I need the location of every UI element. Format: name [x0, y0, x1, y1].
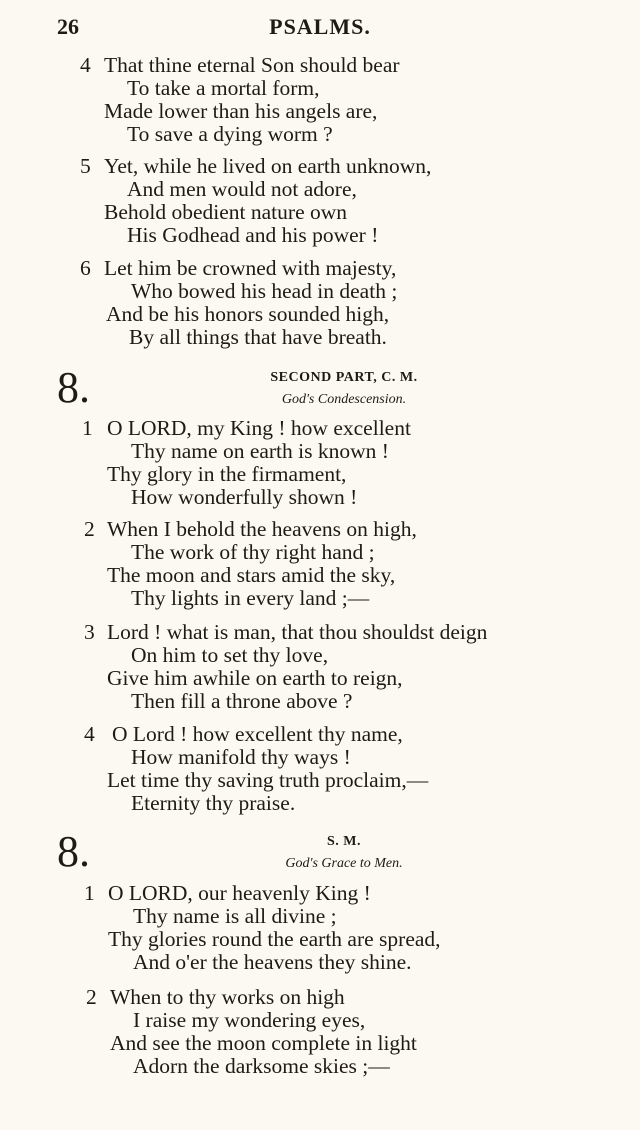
stanza-line: The moon and stars amid the sky, [107, 563, 396, 587]
stanza-line: Thy glories round the earth are spread, [108, 927, 441, 951]
stanza-line: His Godhead and his power ! [127, 223, 379, 247]
stanza-line: How manifold thy ways ! [131, 745, 351, 769]
stanza-line: Thy name is all divine ; [133, 904, 337, 928]
stanza-line: Let time thy saving truth proclaim,— [107, 768, 429, 792]
stanza-line: O LORD, my King ! how excellent [107, 416, 411, 440]
stanza-line: I raise my wondering eyes, [133, 1008, 366, 1032]
stanza-number: 1 [84, 881, 95, 905]
running-title: PSALMS. [269, 14, 371, 39]
stanza-line: And o'er the heavens they shine. [133, 950, 412, 974]
page-header [0, 14, 640, 42]
stanza-line: By all things that have breath. [129, 325, 387, 349]
stanza-line: And see the moon complete in light [110, 1031, 417, 1055]
stanza-line: To save a dying worm ? [127, 122, 333, 146]
stanza-line: On him to set thy love, [131, 643, 329, 667]
stanza-number: 4 [80, 53, 91, 77]
stanza-line: When I behold the heavens on high, [107, 517, 417, 541]
stanza-line: The work of thy right hand ; [131, 540, 375, 564]
stanza-number: 6 [80, 256, 91, 280]
stanza-number: 5 [80, 154, 91, 178]
stanza-line: Thy glory in the firmament, [107, 462, 347, 486]
page-number: 26 [57, 14, 79, 39]
hymn-meter: SECOND PART, C. M. [270, 370, 418, 385]
hymn-meter: S. M. [327, 834, 361, 849]
stanza-line: O Lord ! how excellent thy name, [112, 722, 403, 746]
stanza-line: Thy lights in every land ;— [131, 586, 370, 610]
stanza-line: O LORD, our heavenly King ! [108, 881, 371, 905]
stanza-line: How wonderfully shown ! [131, 485, 358, 509]
stanza-line: That thine eternal Son should bear [104, 53, 400, 77]
stanza-line: Lord ! what is man, that thou shouldst deign [107, 620, 488, 644]
stanza-line: And men would not adore, [127, 177, 357, 201]
hymn-subtitle: God's Condescension. [281, 392, 407, 407]
stanza-line: And be his honors sounded high, [106, 302, 390, 326]
stanza-line: Let him be crowned with majesty, [104, 256, 397, 280]
stanza-line: To take a mortal form, [127, 76, 320, 100]
stanza-line: Eternity thy praise. [131, 791, 296, 815]
stanza-number: 4 [84, 722, 95, 746]
stanza-number: 2 [84, 517, 95, 541]
hymn-number: 8. [57, 363, 90, 412]
stanza-line: Made lower than his angels are, [104, 99, 378, 123]
stanza-line: Behold obedient nature own [104, 200, 348, 224]
stanza-line: Adorn the darksome skies ;— [133, 1054, 390, 1078]
hymn-number: 8. [57, 827, 90, 876]
stanza-number: 3 [84, 620, 95, 644]
stanza-line: When to thy works on high [110, 985, 345, 1009]
stanza-number: 1 [82, 416, 93, 440]
stanza-line: Give him awhile on earth to reign, [107, 666, 403, 690]
stanza-line: Thy name on earth is known ! [131, 439, 389, 463]
hymn-subtitle: God's Grace to Men. [285, 856, 403, 871]
stanza-line: Then fill a throne above ? [131, 689, 353, 713]
stanza-line: Who bowed his head in death ; [131, 279, 398, 303]
stanza-line: Yet, while he lived on earth unknown, [104, 154, 432, 178]
stanza-number: 2 [86, 985, 97, 1009]
